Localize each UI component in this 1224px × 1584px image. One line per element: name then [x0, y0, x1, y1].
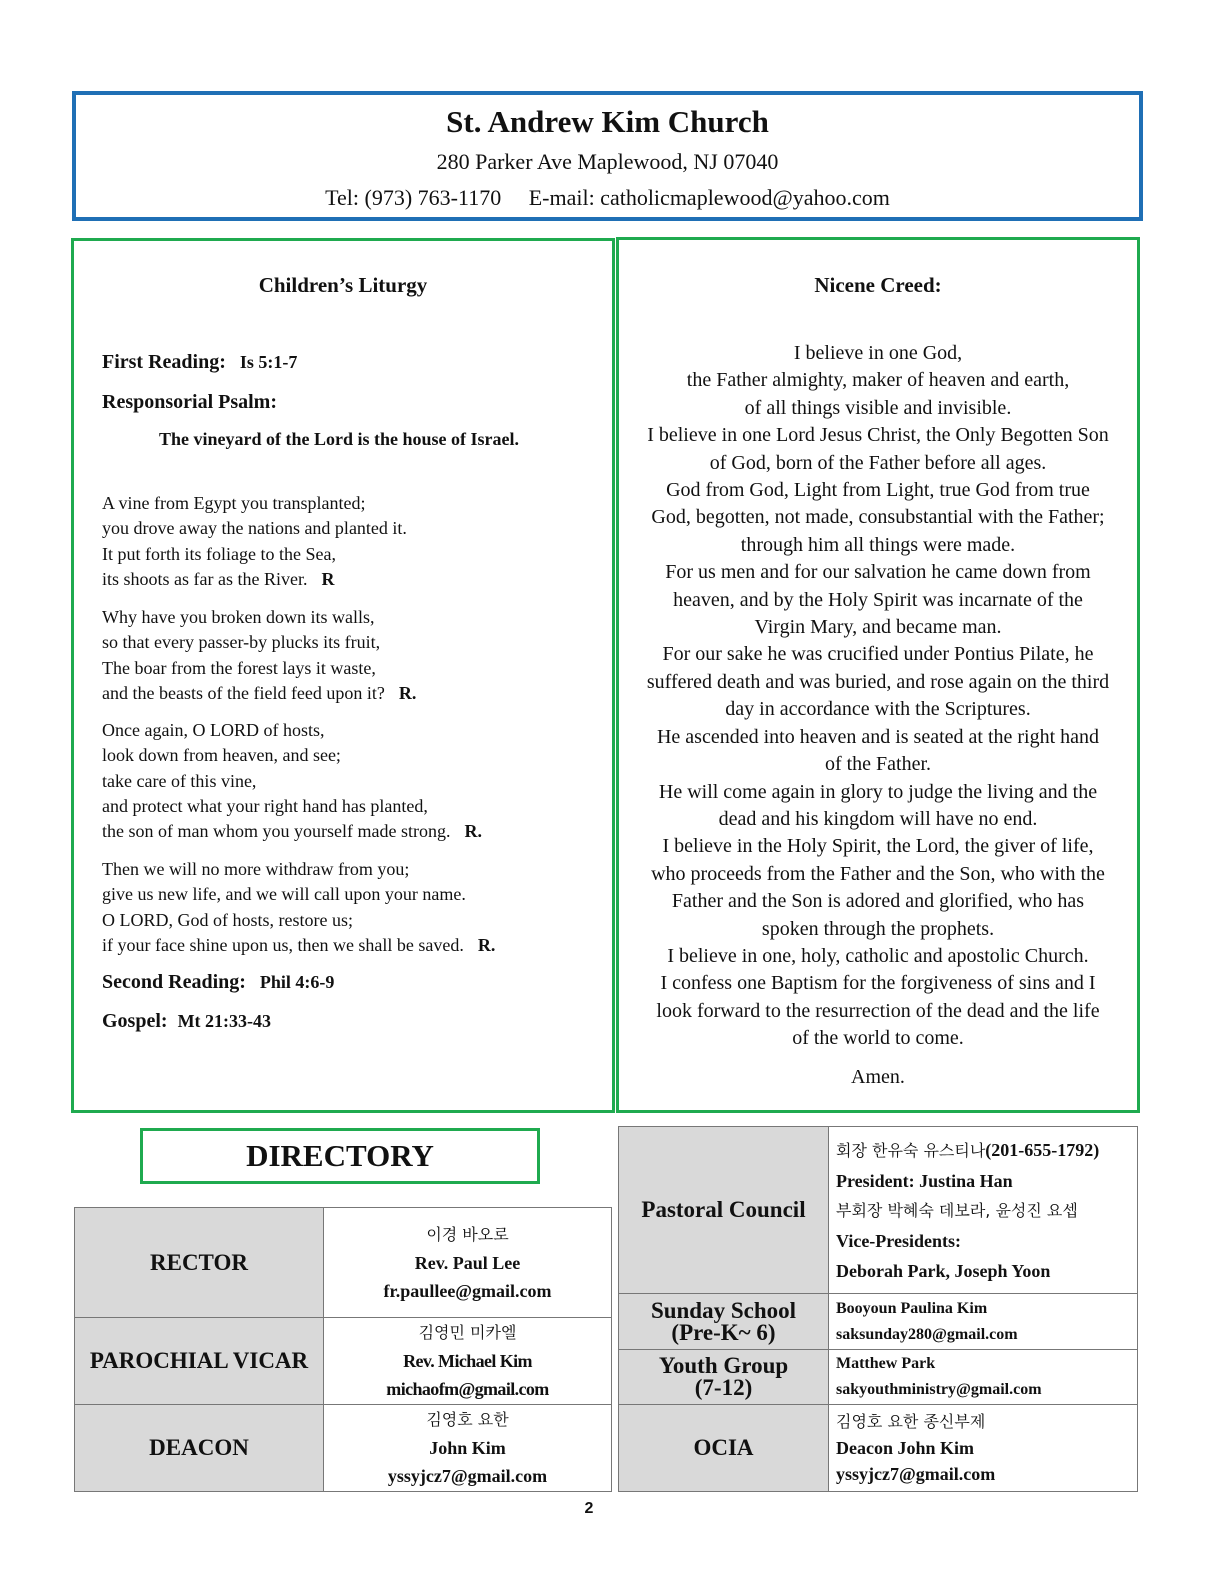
contact-name: Deacon John Kim	[836, 1438, 975, 1458]
second-reading-label: Second Reading:	[102, 971, 246, 993]
role-line: Youth Group	[658, 1353, 789, 1378]
vp-korean-names: 부회장 박혜숙 데보라, 윤성진 요셉	[836, 1200, 1078, 1220]
creed-line: Father and the Son is adored and glorified, who has	[671, 890, 1085, 913]
creed-line: God, begotten, not made, consubstantial with the Father;	[651, 506, 1105, 529]
role-cell: Pastoral Council	[619, 1127, 829, 1294]
stanza-line: and the beasts of the field feed upon it? R.	[102, 682, 417, 703]
creed-line: suffered death and was buried, and rose again on the third	[646, 670, 1110, 693]
creed-text	[625, 340, 1131, 1053]
korean-name: 김영호 요한	[426, 1410, 509, 1429]
first-reading	[102, 351, 297, 374]
response-marker: R.	[464, 821, 482, 842]
stanza-line: It put forth its foliage to the Sea,	[102, 543, 336, 564]
gospel	[102, 1010, 271, 1033]
korean-name: 회장 한유숙 유스티나	[836, 1140, 986, 1160]
stanza-line: give us new life, and we will call upon your name.	[102, 884, 466, 905]
creed-line: I believe in one, holy, catholic and apostolic Church.	[667, 944, 1089, 967]
contact-email[interactable]: sakyouthministry@gmail.com	[836, 1381, 1042, 1398]
table-row	[619, 1405, 1138, 1492]
contact-email[interactable]: saksunday280@gmail.com	[836, 1325, 1018, 1343]
contact-cell	[324, 1208, 612, 1318]
table-row	[75, 1208, 612, 1318]
contact-cell	[829, 1294, 1138, 1350]
contact-name: Booyoun Paulina Kim	[836, 1299, 988, 1317]
directory-title: DIRECTORY	[140, 1128, 540, 1184]
creed-line: day in accordance with the Scriptures.	[725, 698, 1031, 721]
stanza-line: Why have you broken down its walls,	[102, 607, 375, 627]
creed-line: the Father almighty, maker of heaven and earth,	[686, 369, 1070, 392]
psalm-label: Responsorial Psalm:	[102, 391, 277, 413]
contact-email[interactable]: michaofm@gmail.com	[386, 1379, 549, 1399]
contact-line	[76, 183, 1139, 213]
second-reading-ref: Phil 4:6-9	[259, 972, 335, 992]
stanza-line: Then we will no more withdraw from you;	[102, 859, 410, 879]
psalm-stanza	[102, 857, 495, 958]
stanza-line: Once again, O LORD of hosts,	[102, 720, 325, 740]
gospel-label: Gospel:	[102, 1010, 168, 1032]
creed-amen: Amen.	[851, 1066, 905, 1088]
stanza-line: so that every passer-by plucks its fruit,	[102, 632, 381, 653]
role-cell: PAROCHIAL VICAR	[75, 1318, 324, 1405]
table-row	[75, 1318, 612, 1405]
creed-line: of the Father.	[824, 753, 932, 776]
role-cell: DEACON	[75, 1405, 324, 1492]
church-address: 280 Parker Ave Maplewood, NJ 07040	[436, 149, 779, 174]
contact-cell	[324, 1318, 612, 1405]
stanza-line: the son of man whom you yourself made strong. R.	[102, 821, 482, 842]
creed-line: who proceeds from the Father and the Son, who with the	[651, 862, 1105, 885]
stanza-line: its shoots as far as the River. R	[102, 568, 335, 589]
contact-cell	[829, 1127, 1138, 1294]
stanza-line: if your face shine upon us, then we shall be saved. R.	[102, 934, 496, 955]
vp-names: Deborah Park, Joseph Yoon	[836, 1260, 1051, 1281]
church-phone: Tel: (973) 763-1170	[325, 185, 502, 210]
first-reading-ref: Is 5:1-7	[239, 352, 298, 372]
role-line: (Pre-K~ 6)	[671, 1319, 776, 1345]
korean-name: 김영호 요한 종신부제	[836, 1412, 986, 1431]
creed-line: through him all things were made.	[740, 533, 1016, 556]
creed-line: look forward to the resurrection of the dead and the life	[656, 999, 1100, 1022]
page-number: 2	[584, 1500, 594, 1517]
creed-line: I believe in one God,	[793, 342, 963, 364]
psalm-stanza	[102, 491, 407, 592]
contact-name: Matthew Park	[836, 1355, 936, 1372]
creed-line: dead and his kingdom will have no end.	[718, 807, 1038, 830]
role-line: (7-12)	[694, 1375, 753, 1400]
contact-email[interactable]: yssyjcz7@gmail.com	[387, 1466, 548, 1486]
creed-line: of all things visible and invisible.	[744, 396, 1012, 419]
stanza-line: and protect what your right hand has planted,	[102, 795, 428, 816]
stanza-line: you drove away the nations and planted it.	[102, 518, 407, 539]
table-row	[619, 1127, 1138, 1294]
liturgy-title: Children’s Liturgy	[258, 273, 428, 297]
president-name: President: Justina Han	[836, 1170, 1013, 1191]
contact-cell	[829, 1350, 1138, 1405]
creed-line: spoken through the prophets.	[761, 917, 995, 940]
stanza-line: The boar from the forest lays it waste,	[102, 657, 376, 678]
creed-line: I believe in the Holy Spirit, the Lord, the giver of life,	[662, 835, 1094, 858]
church-header	[72, 91, 1143, 221]
creed-line: I believe in one Lord Jesus Christ, the Only Begotten Son	[647, 424, 1109, 447]
table-row	[619, 1350, 1138, 1405]
creed-line: He ascended into heaven and is seated at the right hand	[656, 725, 1100, 748]
first-reading-label: First Reading:	[102, 351, 226, 373]
stanza-line: O LORD, God of hosts, restore us;	[102, 909, 353, 930]
contact-email[interactable]: yssyjcz7@gmail.com	[836, 1464, 996, 1484]
vp-label: Vice-Presidents:	[836, 1230, 961, 1251]
contact-name: Rev. Paul Lee	[414, 1252, 521, 1273]
role-cell: OCIA	[619, 1405, 829, 1492]
korean-name: 김영민 미카엘	[418, 1323, 517, 1342]
gospel-ref: Mt 21:33-43	[177, 1011, 272, 1031]
creed-line: heaven, and by the Holy Spirit was incarnate of the	[673, 588, 1083, 611]
second-reading	[102, 971, 334, 994]
creed-line: God from God, Light from Light, true God from true	[666, 479, 1090, 502]
church-email: E-mail: catholicmaplewood@yahoo.com	[528, 185, 890, 210]
contact-name: Rev. Michael Kim	[403, 1351, 532, 1371]
table-row	[619, 1294, 1138, 1350]
psalm-stanza	[102, 605, 416, 706]
ministry-directory-table	[618, 1126, 1138, 1492]
responsorial-psalm	[102, 391, 277, 414]
response-marker: R.	[477, 934, 496, 955]
contact-name: John Kim	[429, 1438, 506, 1458]
creed-line: of the world to come.	[792, 1027, 964, 1050]
nicene-creed-box	[616, 237, 1140, 1113]
table-row	[75, 1405, 612, 1492]
contact-cell	[829, 1405, 1138, 1492]
contact-email[interactable]: fr.paullee@gmail.com	[383, 1280, 552, 1301]
response-marker: R.	[398, 682, 417, 703]
psalm-response: The vineyard of the Lord is the house of Israel.	[159, 429, 519, 449]
creed-line: of God, born of the Father before all ages.	[709, 451, 1047, 474]
church-name: St. Andrew Kim Church	[446, 104, 769, 139]
childrens-liturgy-box	[71, 238, 615, 1113]
president-phone: (201-655-1792)	[985, 1139, 1100, 1160]
president-line	[836, 1135, 1137, 1166]
role-cell	[619, 1294, 829, 1350]
role-cell	[619, 1350, 829, 1405]
response-marker: R	[321, 568, 335, 589]
stanza-line: look down from heaven, and see;	[102, 745, 341, 766]
creed-line: He will come again in glory to judge the living and the	[658, 780, 1098, 803]
psalm-stanza	[102, 718, 482, 844]
stanza-line: take care of this vine,	[102, 770, 257, 791]
role-line: Sunday School	[650, 1297, 797, 1323]
creed-line: For our sake he was crucified under Pontius Pilate, he	[662, 643, 1094, 666]
korean-name: 이경 바오로	[426, 1224, 509, 1244]
role-cell: RECTOR	[75, 1208, 324, 1318]
clergy-directory-table	[74, 1207, 612, 1492]
creed-line: I confess one Baptism for the forgiveness of sins and I	[660, 972, 1096, 995]
stanza-line: A vine from Egypt you transplanted;	[102, 493, 366, 513]
creed-line: For us men and for our salvation he came down from	[665, 561, 1091, 584]
contact-cell	[324, 1405, 612, 1492]
creed-title: Nicene Creed:	[814, 273, 942, 297]
creed-line: Virgin Mary, and became man.	[754, 616, 1002, 639]
